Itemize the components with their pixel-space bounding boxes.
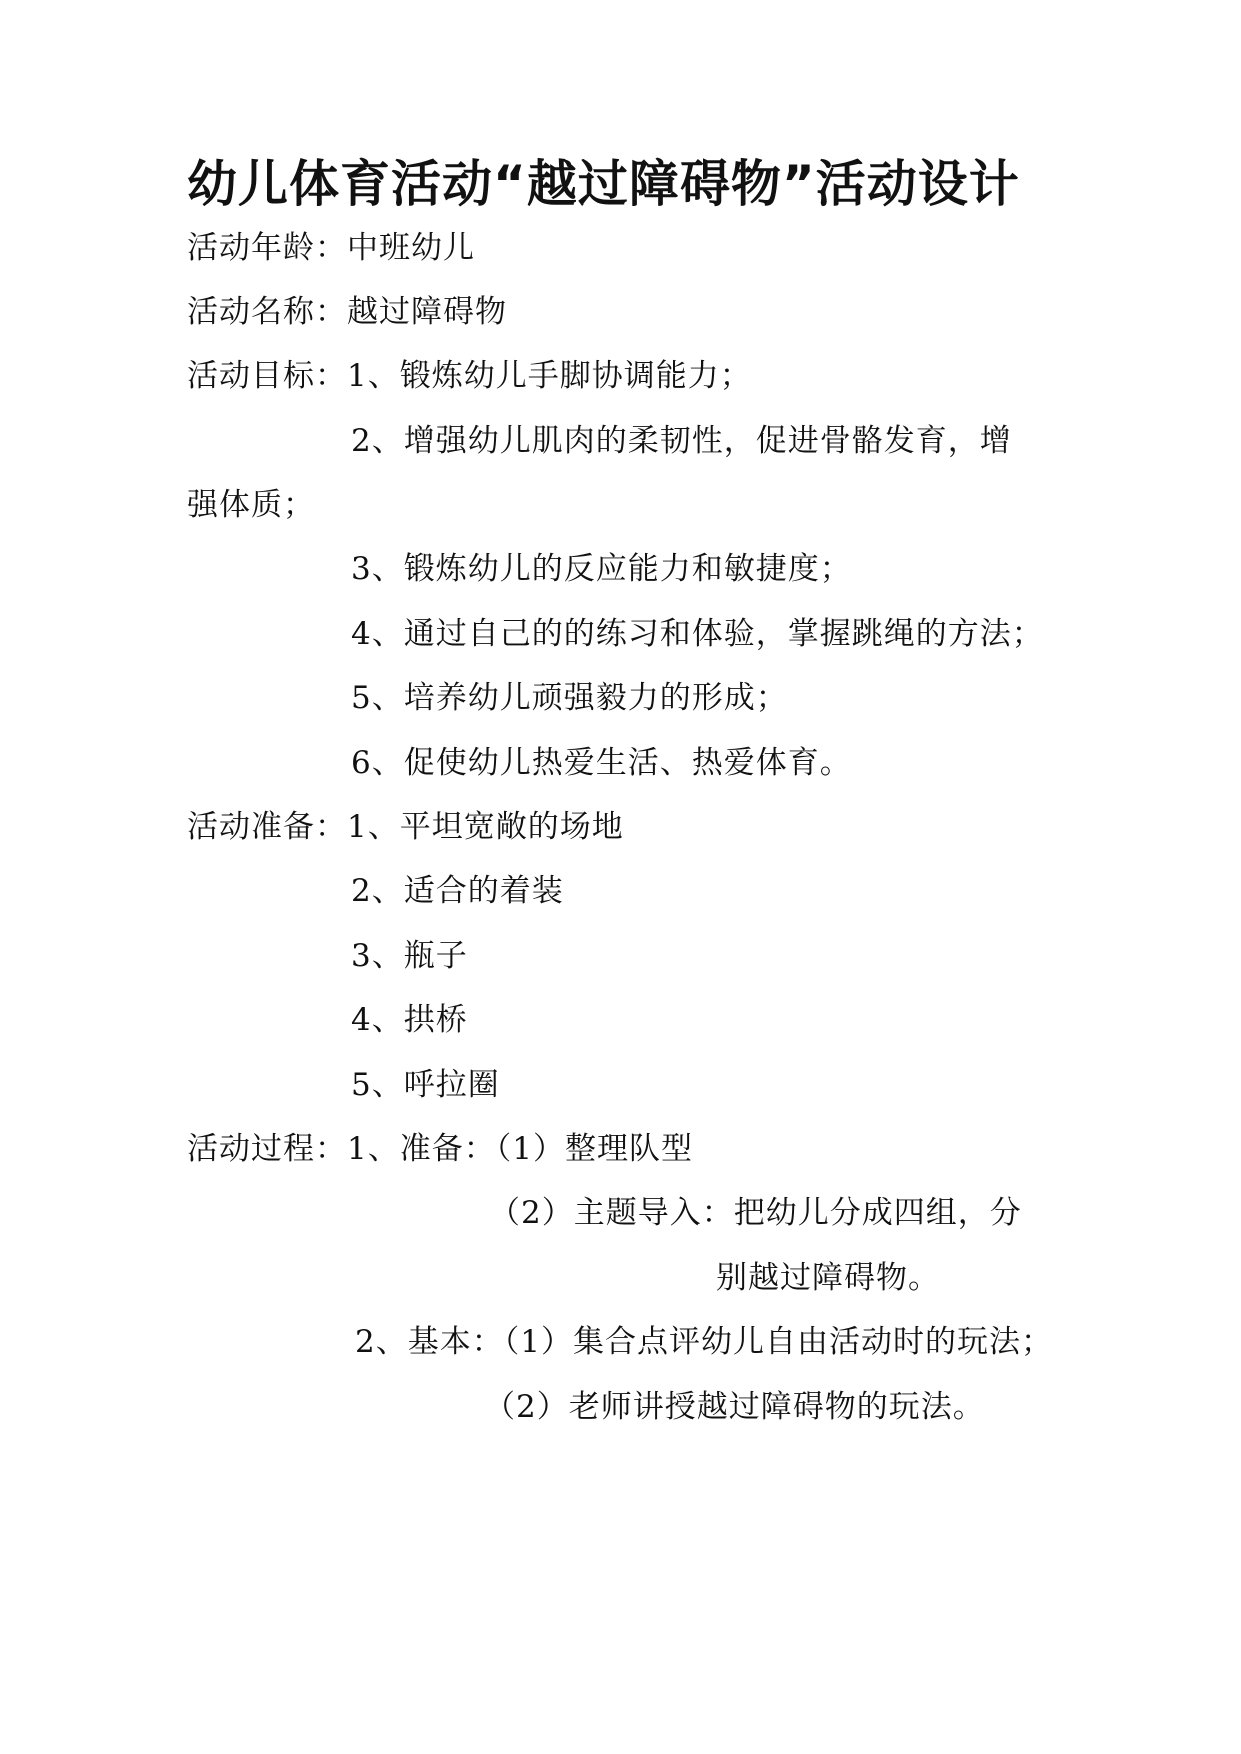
goal-item: 6、促使幼儿热爱生活、热爱体育。 bbox=[351, 745, 852, 781]
process-item: 2、基本：（1）集合点评幼儿自由活动时的玩法； bbox=[355, 1324, 1053, 1360]
activity-preparation-line: 活动准备：1、平坦宽敞的场地 bbox=[187, 809, 624, 845]
process-item: （2）主题导入：把幼儿分成四组，分 bbox=[489, 1195, 1022, 1231]
activity-process-line: 活动过程：1、准备：（1）整理队型 bbox=[187, 1131, 693, 1167]
process-item-continued: 别越过障碍物。 bbox=[716, 1260, 940, 1296]
goal-item-continued: 强体质； bbox=[187, 487, 315, 523]
preparation-item: 3、瓶子 bbox=[351, 938, 468, 974]
activity-goal-line: 活动目标：1、锻炼幼儿手脚协调能力； bbox=[187, 358, 752, 394]
process-item: （2）老师讲授越过障碍物的玩法。 bbox=[484, 1389, 985, 1425]
goal-item: 3、锻炼幼儿的反应能力和敏捷度； bbox=[351, 551, 852, 587]
preparation-item: 5、呼拉圈 bbox=[351, 1067, 500, 1103]
activity-name-line: 活动名称：越过障碍物 bbox=[187, 294, 507, 330]
preparation-item: 2、适合的着装 bbox=[351, 873, 564, 909]
goal-item: 4、通过自己的的练习和体验，掌握跳绳的方法； bbox=[351, 616, 1044, 652]
goal-item: 5、培养幼儿顽强毅力的形成； bbox=[351, 680, 788, 716]
goal-item: 2、增强幼儿肌肉的柔韧性，促进骨骼发育，增 bbox=[351, 423, 1012, 459]
page-title: 幼儿体育活动“越过障碍物”活动设计 bbox=[187, 155, 1020, 213]
preparation-item: 4、拱桥 bbox=[351, 1002, 468, 1038]
activity-age-line: 活动年龄：中班幼儿 bbox=[187, 230, 475, 266]
